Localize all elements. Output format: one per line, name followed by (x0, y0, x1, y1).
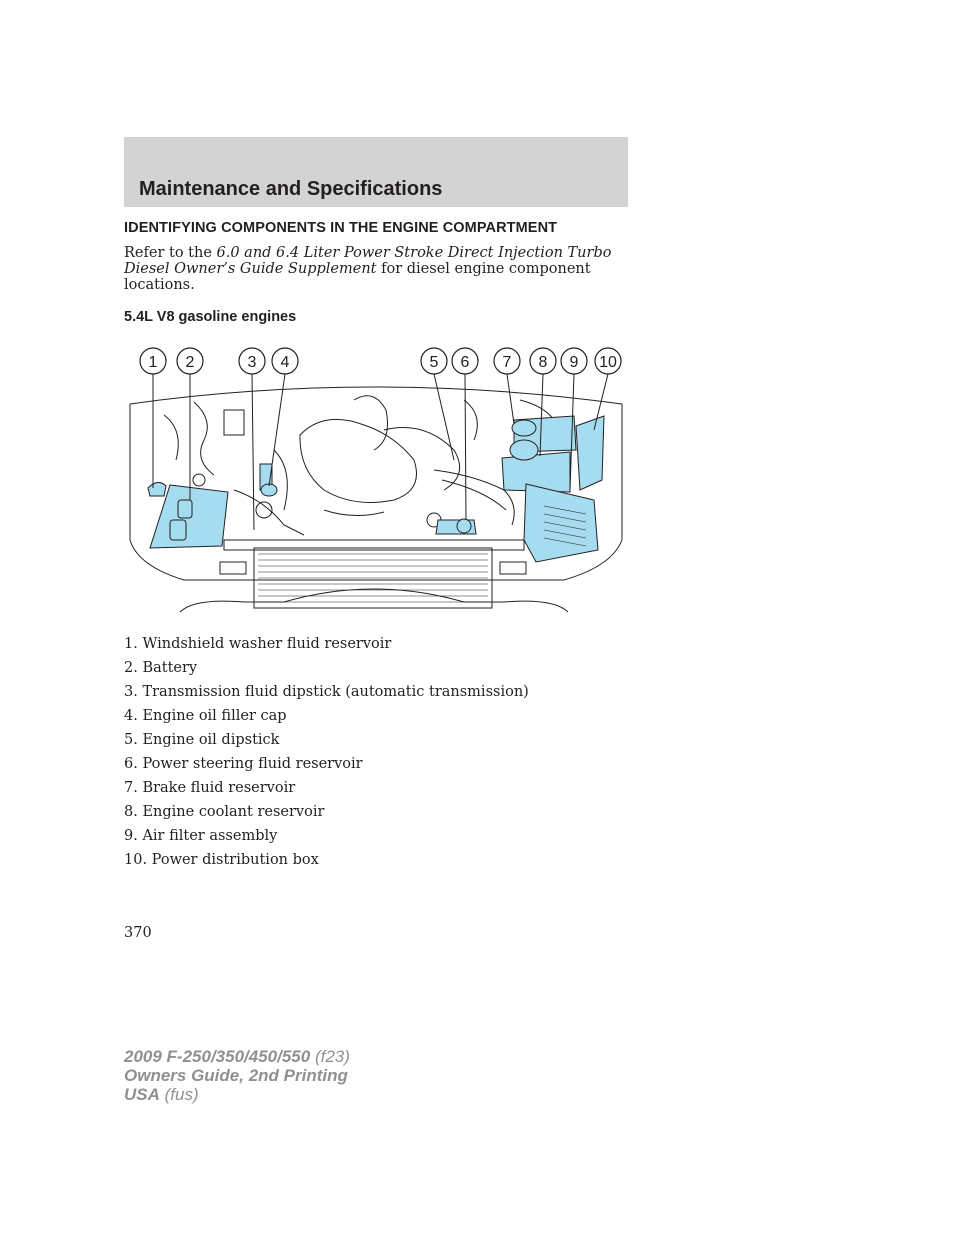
footer-model: 2009 F-250/350/450/550 (124, 1047, 311, 1066)
callout-4-label: 4 (280, 354, 290, 371)
legend-item: 3. Transmission fluid dipstick (automatic transmission) (124, 684, 529, 700)
page-number: 370 (124, 925, 152, 941)
legend-item: 6. Power steering fluid reservoir (124, 756, 363, 772)
component-legend (124, 633, 529, 873)
intro-italic-title: 6.0 and 6.4 Liter Power Stroke Direct Injection Turbo Diesel Owner’s Guide Supplement (124, 245, 612, 277)
legend-item: 7. Brake fluid reservoir (124, 780, 296, 796)
intro-suffix: for diesel engine component locations. (124, 261, 591, 293)
chapter-header-band (124, 137, 628, 207)
footer-edition: Owners Guide, 2nd Printing (124, 1066, 348, 1085)
legend-item: 8. Engine coolant reservoir (124, 804, 325, 820)
legend-item: 10. Power distribution box (124, 852, 319, 868)
footer-market: USA (124, 1085, 160, 1104)
intro-prefix: Refer to the (124, 245, 217, 261)
callout-6-label: 6 (460, 354, 470, 371)
washer-reservoir-shape (148, 482, 166, 496)
legend-item: 5. Engine oil dipstick (124, 732, 280, 748)
legend-item: 2. Battery (124, 660, 198, 676)
callout-9-label: 9 (569, 354, 579, 371)
callout-2-label: 2 (185, 354, 195, 371)
intro-paragraph (124, 245, 614, 293)
document-footer (124, 1047, 350, 1104)
callout-7-label: 7 (502, 354, 512, 371)
callout-5-label: 5 (429, 354, 439, 371)
engine-subheading: 5.4L V8 gasoline engines (124, 309, 297, 325)
section-heading: IDENTIFYING COMPONENTS IN THE ENGINE COMPARTMENT (124, 220, 558, 236)
engine-compartment-diagram (124, 340, 624, 620)
power-distribution-box-shape (576, 416, 604, 490)
callout-10-label: 10 (599, 354, 617, 371)
footer-model-code: (f23) (310, 1047, 350, 1066)
legend-item: 4. Engine oil filler cap (124, 708, 287, 724)
callout-8-label: 8 (538, 354, 548, 371)
callout-3-label: 3 (247, 354, 257, 371)
legend-item: 9. Air filter assembly (124, 828, 278, 844)
callout-1-label: 1 (148, 354, 158, 371)
footer-market-code: (fus) (159, 1085, 199, 1104)
air-filter-shape (524, 484, 598, 562)
chapter-title: Maintenance and Specifications (139, 178, 443, 200)
legend-item: 1. Windshield washer fluid reservoir (124, 636, 392, 652)
